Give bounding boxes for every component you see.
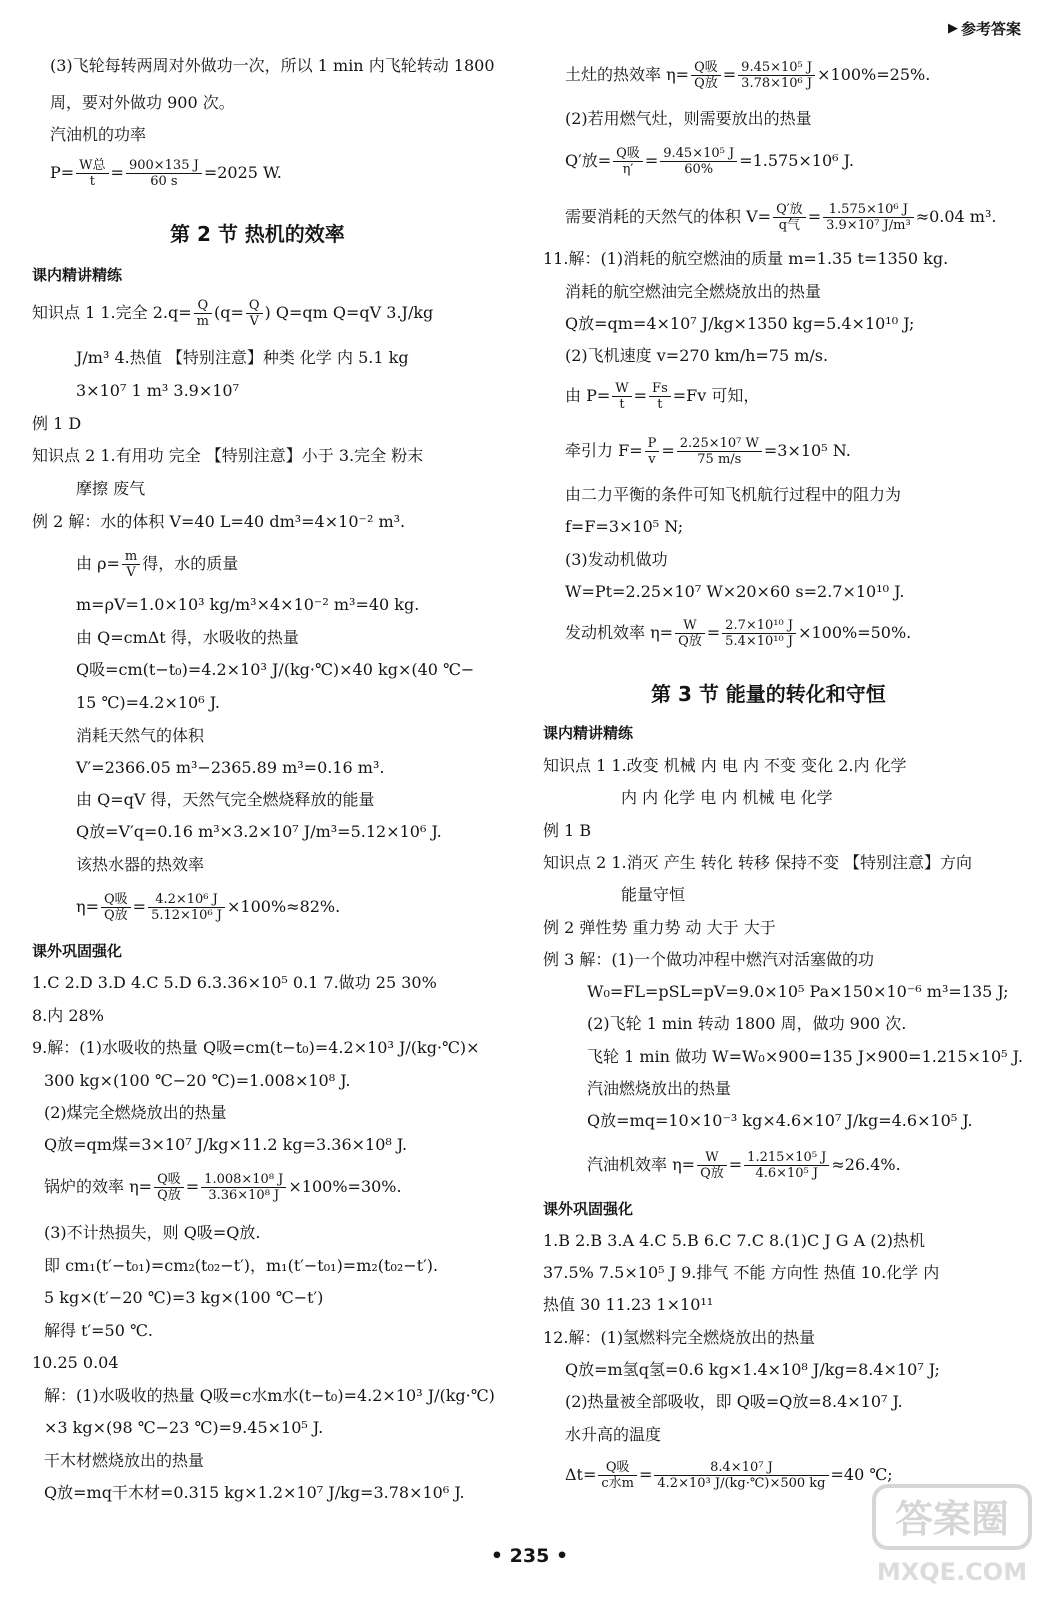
text-line: 消耗天然气的体积 xyxy=(76,726,205,745)
answer-line: 1.C 2.D 3.D 4.C 5.D 6.3.36×10⁵ 0.1 7.做功 25 30% xyxy=(32,973,437,992)
formula-power: P= $\frac{\text{W总}}{t}$ = $\frac{900\times 135 J}{60 s}$ =2025 W. xyxy=(50,158,282,189)
text-line: 摩擦 废气 xyxy=(76,479,146,498)
text-line: (3)不计热损失，则 Q吸=Q放. xyxy=(44,1223,261,1242)
example-1: 例 1 B xyxy=(543,821,592,840)
text-line: 由 Q=qV 得，天然气完全燃烧释放的能量 xyxy=(76,790,375,809)
subsection-heading: 课内精讲精练 xyxy=(543,724,634,742)
left-column xyxy=(32,0,522,1540)
formula-power-force: 由 P= $\frac{W}{t}$ = $\frac{Fs}{t}$ =Fv 可知， xyxy=(565,381,760,412)
section-title: 第 3 节 能量的转化和守恒 xyxy=(651,682,886,706)
text-line: (2)热量被全部吸收，即 Q吸=Q放=8.4×10⁷ J. xyxy=(565,1392,903,1411)
text-line: Q放=mq干木材=0.315 kg×1.2×10⁷ J/kg=3.78×10⁶ J. xyxy=(44,1483,465,1502)
text-line: Q吸=cm(t−t₀)=4.2×10³ J/(kg·℃)×40 kg×(40 ℃− xyxy=(76,660,475,679)
example-2: 例 2 解：水的体积 V=40 L=40 dm³=4×10⁻² m³. xyxy=(32,512,406,531)
text-line: Q放=mq=10×10⁻³ kg×4.6×10⁷ J/kg=4.6×10⁵ J. xyxy=(587,1111,973,1130)
formula-temperature-rise: Δt= $\frac{\text{Q吸}}{\text{c水m}}$ = $\frac{\text{8.4×10⁷ J}}{\text{4.2×10³ J/(kg·℃)×500 kg}}$ =40 ℃; xyxy=(565,1460,893,1491)
knowledge-point-1: 知识点 1 1.完全 2.q= $\frac{Q}{m}$ (q= $\frac{Q}{V}$ ) Q=qm Q=qV 3.J/kg xyxy=(32,298,434,329)
text-line: 汽油燃烧放出的热量 xyxy=(587,1079,732,1098)
section-title: 第 2 节 热机的效率 xyxy=(170,222,345,246)
text-line: 3×10⁷ 1 m³ 3.9×10⁷ xyxy=(76,381,240,400)
page-number: • 235 • xyxy=(490,1545,569,1567)
text-line: 周，要对外做功 900 次。 xyxy=(50,93,235,112)
subsection-heading: 课外巩固强化 xyxy=(543,1200,634,1218)
text-line: (3)发动机做功 xyxy=(565,550,668,569)
header-label: 参考答案 xyxy=(960,20,1021,38)
text-line: Q放=qm=4×10⁷ J/kg×1350 kg=5.4×10¹⁰ J; xyxy=(565,314,915,333)
text-line: J/m³ 4.热值 【特别注意】种类 化学 内 5.1 kg xyxy=(76,348,409,367)
text-line: 解得 t′=50 ℃. xyxy=(44,1321,153,1340)
text-line: 能量守恒 xyxy=(621,885,686,904)
text-line: m=ρV=1.0×10³ kg/m³×4×10⁻² m³=40 kg. xyxy=(76,595,420,614)
text-line: 内 内 化学 电 内 机械 电 化学 xyxy=(621,788,833,807)
example-3: 例 3 解：(1)一个做功冲程中燃汽对活塞做的功 xyxy=(543,950,875,969)
answer-line: 10.25 0.04 xyxy=(32,1353,119,1372)
example-2: 例 2 弹性势 重力势 动 大于 大于 xyxy=(543,918,776,937)
formula-boiler-efficiency: 锅炉的效率 η= $\frac{\text{Q吸}}{\text{Q放}}$ = $\frac{\text{1.008×10⁸ J}}{\text{3.36×10⁸ J}}$ ×100%=30%. xyxy=(44,1172,402,1203)
text-line: W=Pt=2.25×10⁷ W×20×60 s=2.7×10¹⁰ J. xyxy=(565,582,905,601)
answer-line: 12.解：(1)氢燃料完全燃烧放出的热量 xyxy=(543,1328,816,1347)
text-line: (2)飞机速度 v=270 km/h=75 m/s. xyxy=(565,346,829,365)
text-line: 汽油机的功率 xyxy=(50,125,147,144)
text-line: (3)飞轮每转两周对外做功一次，所以 1 min 内飞轮转动 1800 xyxy=(50,56,495,75)
site-watermark-logo xyxy=(872,1480,1032,1590)
knowledge-point-2: 知识点 2 1.有用功 完全 【特别注意】小于 3.完全 粉末 xyxy=(32,446,424,465)
formula-traction: 牵引力 F= $\frac{P}{v}$ = $\frac{\text{2.25×10⁷ W}}{75 m/s}$ =3×10⁵ N. xyxy=(565,436,851,467)
text-line: 飞轮 1 min 做功 W=W₀×900=135 J×900=1.215×10⁵ J. xyxy=(587,1047,1023,1066)
formula-gas-volume: 需要消耗的天然气的体积 V= $\frac{\text{Q′放}}{\text{q气}}$ = $\frac{\text{1.575×10⁶ J}}{\text{3.9×10⁷ J/m³}}$ ≈0.04 m³. xyxy=(565,202,997,233)
text-line: 水升高的温度 xyxy=(565,1425,662,1444)
text-line: 300 kg×(100 ℃−20 ℃)=1.008×10⁸ J. xyxy=(44,1071,351,1090)
formula-gasoline-efficiency: 汽油机效率 η= $\frac{W}{\text{Q放}}$ = $\frac{\text{1.215×10⁵ J}}{\text{4.6×10⁵ J}}$ ≈26.4%. xyxy=(587,1150,901,1181)
text-line: 干木材燃烧放出的热量 xyxy=(44,1451,205,1470)
answer-line: 9.解：(1)水吸收的热量 Q吸=cm(t−t₀)=4.2×10³ J/(kg·℃)× xyxy=(32,1038,480,1057)
formula-density: 由 ρ= $\frac{m}{V}$ 得，水的质量 xyxy=(76,549,239,580)
text-line: 由 Q=cmΔt 得，水吸收的热量 xyxy=(76,628,299,647)
example-1: 例 1 D xyxy=(32,414,82,433)
triangle-right-icon: ▶ xyxy=(947,21,958,36)
text-line: 解：(1)水吸收的热量 Q吸=c水m水(t−t₀)=4.2×10³ J/(kg·℃) xyxy=(44,1386,495,1405)
formula-engine-efficiency: 发动机效率 η= $\frac{W}{\text{Q放}}$ = $\frac{\text{2.7×10¹⁰ J}}{\text{5.4×10¹⁰ J}}$ ×100%=50%. xyxy=(565,618,912,649)
text-line: Q放=V′q=0.16 m³×3.2×10⁷ J/m³=5.12×10⁶ J. xyxy=(76,822,442,841)
text-line: (2)飞轮 1 min 转动 1800 周，做功 900 次. xyxy=(587,1014,907,1033)
knowledge-point-2: 知识点 2 1.消灭 产生 转化 转移 保持不变 【特别注意】方向 xyxy=(543,853,973,872)
formula-efficiency: η= $\frac{\text{Q吸}}{\text{Q放}}$ = $\frac{\text{4.2×10⁶ J}}{\text{5.12×10⁶ J}}$ ×100%≈82%. xyxy=(76,892,341,923)
text-line: 15 ℃)=4.2×10⁶ J. xyxy=(76,693,220,712)
svg-text:答案圈: 答案圈 xyxy=(894,1497,1010,1541)
text-line: 消耗的航空燃油完全燃烧放出的热量 xyxy=(565,282,822,301)
text-line: Q放=m氢q氢=0.6 kg×1.4×10⁸ J/kg=8.4×10⁷ J; xyxy=(565,1360,940,1379)
subsection-heading: 课外巩固强化 xyxy=(32,942,123,960)
answer-line: 37.5% 7.5×10⁵ J 9.排气 不能 方向性 热值 10.化学 内 xyxy=(543,1263,940,1282)
text-line: (2)煤完全燃烧放出的热量 xyxy=(44,1103,227,1122)
text-line: f=F=3×10⁵ N; xyxy=(565,517,684,536)
answer-line: 8.内 28% xyxy=(32,1006,104,1025)
answer-line: 1.B 2.B 3.A 4.C 5.B 6.C 7.C 8.(1)C J G A (2)热机 xyxy=(543,1231,925,1250)
svg-text:MXQE.COM: MXQE.COM xyxy=(876,1558,1028,1586)
knowledge-point-1: 知识点 1 1.改变 机械 内 电 内 不变 变化 2.内 化学 xyxy=(543,756,907,775)
subsection-heading: 课内精讲精练 xyxy=(32,266,123,284)
text-line: 由二力平衡的条件可知飞机航行过程中的阻力为 xyxy=(565,485,902,504)
formula-stove-efficiency: 土灶的热效率 η= $\frac{\text{Q吸}}{\text{Q放}}$ = $\frac{\text{9.45×10⁵ J}}{\text{3.78×10⁶ J}}$ ×100%=25%. xyxy=(565,60,931,91)
text-line: W₀=FL=pSL=pV=9.0×10⁵ Pa×150×10⁻⁶ m³=135 J; xyxy=(587,982,1009,1001)
text-line: Q放=qm煤=3×10⁷ J/kg×11.2 kg=3.36×10⁸ J. xyxy=(44,1135,408,1154)
text-line: 该热水器的热效率 xyxy=(76,855,205,874)
text-line: ×3 kg×(98 ℃−23 ℃)=9.45×10⁵ J. xyxy=(44,1418,324,1437)
right-column xyxy=(543,0,1033,1540)
answer-line: 热值 30 11.23 1×10¹¹ xyxy=(543,1295,714,1314)
text-line: V′=2366.05 m³−2365.89 m³=0.16 m³. xyxy=(76,758,385,777)
answer-line: 11.解：(1)消耗的航空燃油的质量 m=1.35 t=1350 kg. xyxy=(543,249,949,268)
text-line: 5 kg×(t′−20 ℃)=3 kg×(100 ℃−t′) xyxy=(44,1288,324,1307)
text-line: (2)若用燃气灶，则需要放出的热量 xyxy=(565,109,812,128)
text-line: 即 cm₁(t′−t₀₁)=cm₂(t₀₂−t′)，m₁(t′−t₀₁)=m₂(t₀₂−t′). xyxy=(44,1256,439,1275)
formula-heat-needed: Q′放= $\frac{\text{Q吸}}{\eta'}$ = $\frac{\text{9.45×10⁵ J}}{60\%}$ =1.575×10⁶ J. xyxy=(565,146,854,177)
